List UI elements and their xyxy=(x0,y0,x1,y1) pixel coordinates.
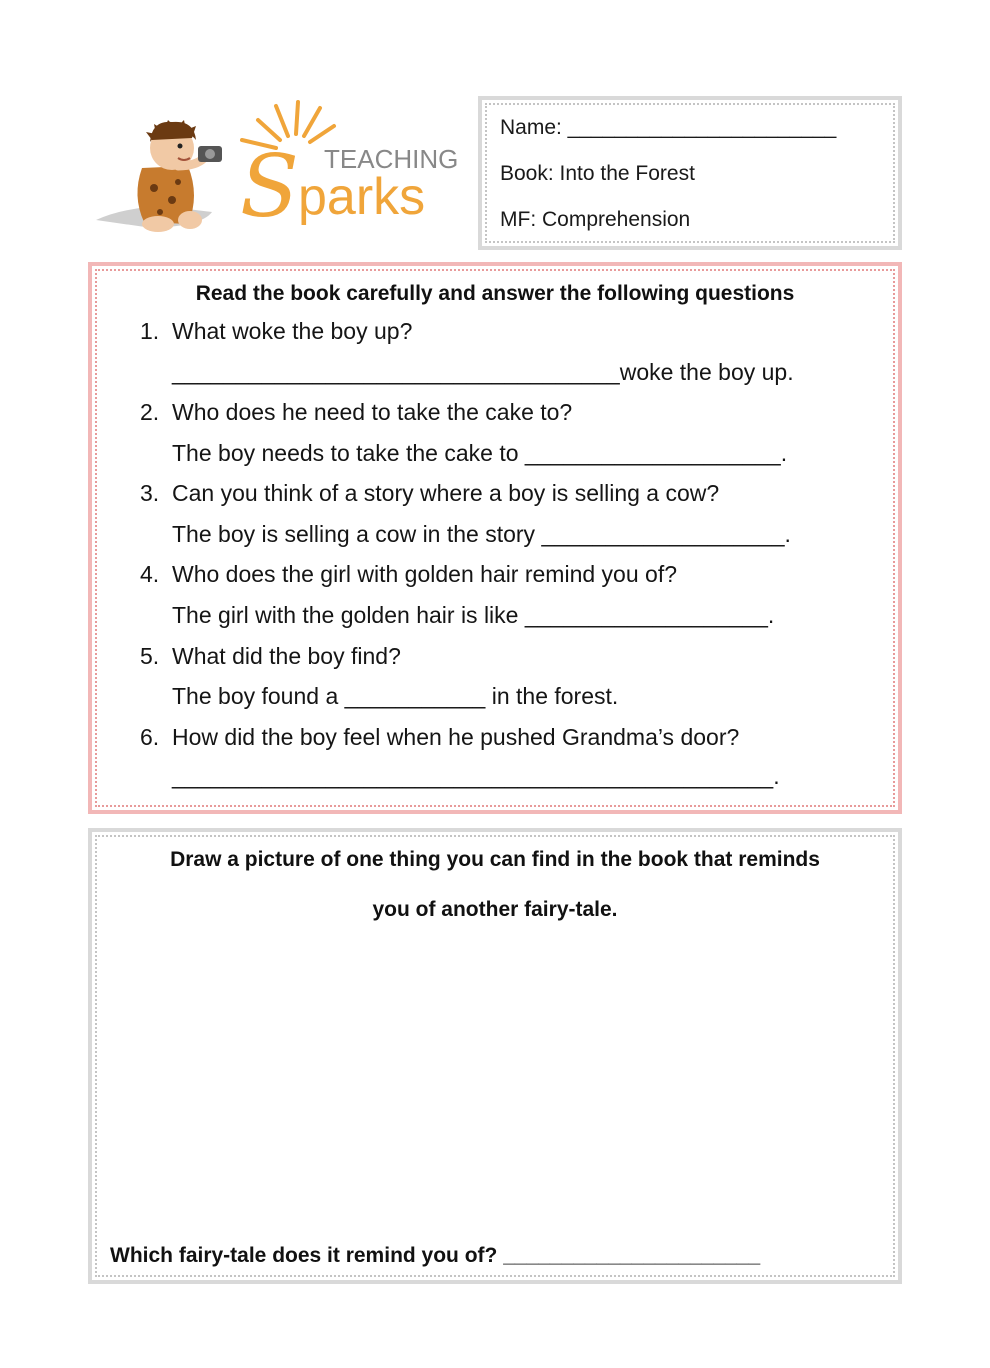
question-1 xyxy=(140,318,412,345)
question-text: Who does the girl with golden hair remind you of? xyxy=(172,561,678,587)
questions-title: Read the book carefully and answer the following questions xyxy=(195,282,795,305)
svg-text:parks: parks xyxy=(298,168,426,226)
drawing-section xyxy=(88,828,902,1284)
drawing-instruction-line-2: you of another fairy-tale. xyxy=(372,898,618,921)
answer-1[interactable]: ___________________________________woke the boy up. xyxy=(172,359,794,385)
answer-2[interactable]: The boy needs to take the cake to ____________________. xyxy=(172,440,788,466)
drawing-instruction-line-1: Draw a picture of one thing you can find in the book that reminds xyxy=(170,848,820,871)
question-text: What woke the boy up? xyxy=(172,318,413,344)
caveman-mascot-icon xyxy=(92,96,470,246)
book-title-line: Book: Into the Forest xyxy=(500,162,695,185)
question-2 xyxy=(140,399,572,426)
question-text: Who does he need to take the cake to? xyxy=(172,399,573,425)
question-6 xyxy=(140,724,739,751)
question-text: Can you think of a story where a boy is selling a cow? xyxy=(172,480,720,506)
student-info-box xyxy=(478,96,902,250)
answer-3[interactable]: The boy is selling a cow in the story ___________________. xyxy=(172,521,791,547)
svg-text:TEACHING: TEACHING xyxy=(324,144,459,174)
name-field-line[interactable]: Name: _______________________ xyxy=(500,116,837,139)
question-3 xyxy=(140,480,719,507)
mf-line: MF: Comprehension xyxy=(500,208,691,231)
question-text: What did the boy find? xyxy=(172,643,401,669)
question-number: 4. xyxy=(140,561,160,587)
svg-text:S: S xyxy=(240,137,299,237)
question-number: 5. xyxy=(140,643,160,669)
question-number: 3. xyxy=(140,480,160,506)
answer-6[interactable]: _______________________________________________. xyxy=(172,763,780,789)
teaching-sparks-logo xyxy=(92,96,470,246)
fairy-tale-question[interactable]: Which fairy-tale does it remind you of? ______________________ xyxy=(110,1244,761,1267)
question-text: How did the boy feel when he pushed Grandma’s door? xyxy=(172,724,740,750)
questions-section xyxy=(88,262,902,814)
drawing-area[interactable] xyxy=(112,938,878,1238)
question-4 xyxy=(140,561,677,588)
question-5 xyxy=(140,643,401,670)
answer-5[interactable]: The boy found a ___________ in the forest. xyxy=(172,683,619,709)
answer-4[interactable]: The girl with the golden hair is like ___________________. xyxy=(172,602,775,628)
question-number: 1. xyxy=(140,318,160,344)
question-number: 6. xyxy=(140,724,160,750)
question-number: 2. xyxy=(140,399,160,425)
